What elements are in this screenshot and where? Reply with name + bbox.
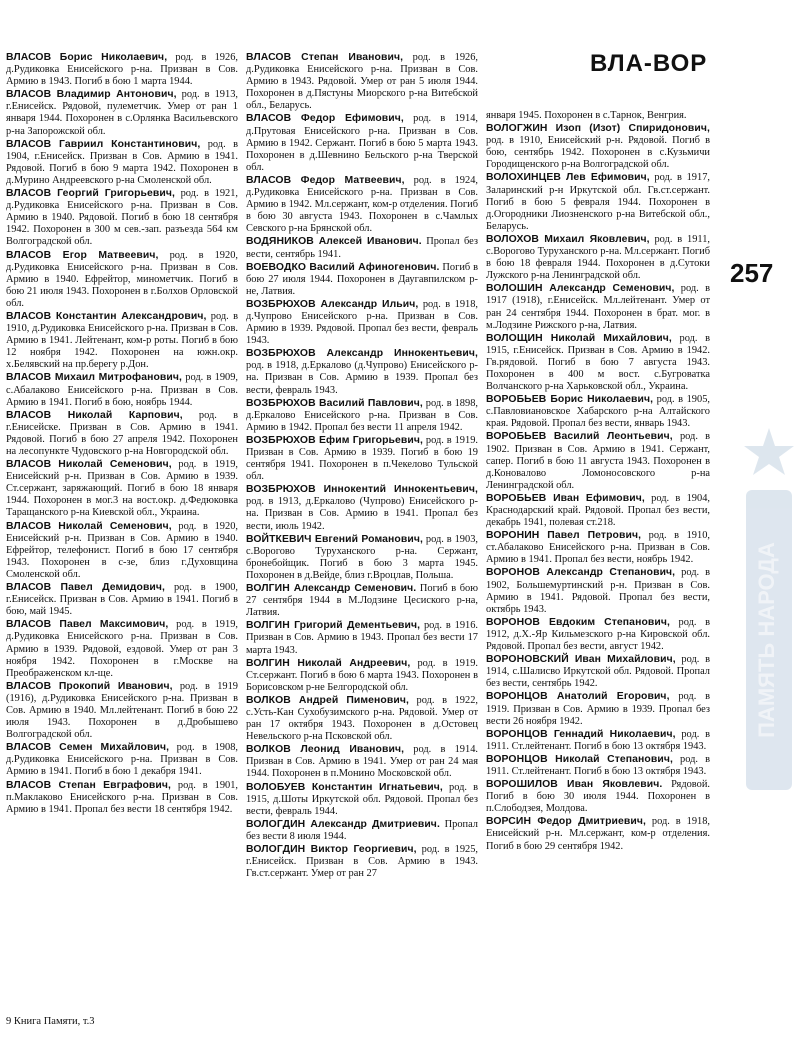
footer-text: 9 Книга Памяти, т.3: [6, 1016, 95, 1027]
entry-name: ВОРОНЦОВ Николай Степанович,: [486, 753, 673, 765]
entry-name: ВЛАСОВ Федор Матвеевич,: [246, 174, 405, 186]
memorial-entry: [246, 819, 478, 843]
entry-name: ВОЛОГДИН Александр Дмитриевич.: [246, 818, 440, 830]
memorial-entry: [246, 435, 478, 483]
entry-text: род. в 1915, д.Шоты Иркутской обл. Рядовой. Пропал без вести, февраль 1944.: [246, 781, 478, 817]
memorial-entry: [486, 493, 710, 529]
memorial-entry: [486, 110, 710, 122]
entry-name: ВОЛОГЖИН Изоп (Изот) Спиридонович,: [486, 123, 710, 135]
column-2: [246, 52, 478, 881]
entry-name: ВЛАСОВ Прокопий Иванович,: [6, 680, 173, 692]
entry-name: ВОЛОХИНЦЕВ Лев Ефимович,: [486, 172, 650, 184]
entry-name: ВЛАСОВ Константин Александрович,: [6, 310, 207, 322]
memorial-entry: [246, 236, 478, 260]
entry-name: ВЛАСОВ Гавриил Константинович,: [6, 138, 201, 150]
memorial-entry: [486, 530, 710, 566]
entry-text: род. в 1919, д.Рудиковка Енисейского р-на. Призван в Сов. Армию в 1939. Рядовой, ездовой. Умер от ран 3 ноября 1942. Похоронен в г.Москве на Преображенском кл-ще.: [6, 619, 238, 679]
entry-text: род. в 1911, с.Ворогово Туруханского р-на. Мл.сержант. Погиб в бою 18 февраля 1944. Похоронен в д.Сутоки Лужского р-на Ленинградской обл.: [486, 233, 710, 282]
column-3: [486, 110, 710, 854]
entry-text: род. в 1902, Большемуртинский р-н. Призван в Сов. Армию в 1941. Рядовой. Пропал без вести, октябрь 1943.: [486, 567, 710, 615]
entry-name: ВЛАСОВ Степан Евграфович,: [6, 779, 171, 791]
entry-name: ВЛАСОВ Михаил Митрофанович,: [6, 372, 182, 384]
entry-text: род. в 1926, д.Рудиковка Енисейского р-на. Призван в Сов. Армию в 1943. Погиб в бою 1 марта 1944.: [6, 52, 238, 88]
entry-name: ВЛАСОВ Федор Ефимович,: [246, 113, 404, 125]
memorial-entry: [246, 695, 478, 743]
memorial-entry: [246, 844, 478, 880]
memorial-entry: [486, 691, 710, 727]
entry-name: ВОЛГИН Николай Андреевич,: [246, 657, 411, 669]
entry-name: ВОЛОБУЕВ Константин Игнатьевич,: [246, 781, 443, 793]
entry-name: ВОЛГИН Григорий Дементьевич,: [246, 620, 421, 632]
memorial-entry: [486, 123, 710, 171]
entry-text: род. в 1917, Заларинский р-н Иркутской обл. Гв.ст.сержант. Погиб в бою 5 февраля 1944. Похоронен в д.Огородники Лиозненского р-на Витебской обл., Беларусь.: [486, 172, 710, 232]
entry-text: Пропал без вести 8 июля 1944.: [246, 818, 478, 842]
memorial-entry: [246, 620, 478, 656]
entry-name: ВОЛКОВ Андрей Пименович,: [246, 694, 409, 706]
entry-text: род. в 1909, с.Абалаково Енисейского р-на. Призван в Сов. Армию в 1941. Погиб в бою, ноябрь 1944.: [6, 372, 239, 408]
memorial-entry: [486, 283, 710, 331]
memorial-entry: [246, 113, 478, 173]
memorial-entry: [6, 89, 238, 137]
entry-text: Пропал без вести, сентябрь 1941.: [246, 236, 478, 260]
memorial-entry: [246, 348, 478, 396]
memorial-entry: [6, 619, 238, 679]
entry-name: ВЛАСОВ Николай Карпович,: [6, 409, 183, 421]
entry-name: ВОРОНОВСКИЙ Иван Михайлович,: [486, 654, 676, 666]
entry-name: ВЛАСОВ Егор Матвеевич,: [6, 249, 159, 261]
memorial-entry: [486, 617, 710, 653]
entry-name: ВОРСИН Федор Дмитриевич,: [486, 816, 646, 828]
memorial-entry: [486, 172, 710, 232]
entry-text: род. в 1918, д.Чупрово Енисейского р-на. Призван в Сов. Армию в 1939. Рядовой. Пропал без вести, февраль 1943.: [246, 298, 478, 347]
memorial-entry: [6, 521, 238, 581]
entry-text: род. в 1903, с.Ворогово Туруханского р-на. Сержант, бронебойщик. Погиб в бою 3 марта 1945. Похоронен в д.Вейде, близ г.Вроцлав, Польша.: [246, 533, 478, 581]
entry-text: род. в 1918, д.Еркалово (д.Чупрово) Енисейского р-на. Призван в Сов. Армию в 1939. Пропал без вести, февраль 1943.: [246, 360, 478, 396]
entry-text: род. в 1910, ст.Абалаково Енисейского р-на. Призван в Сов. Армию в 1941. Пропал без вести, ноябрь 1942.: [486, 530, 710, 566]
entry-text: род. в 1914, с.Шалисво Иркутской обл. Рядовой. Пропал без вести, сентябрь 1942.: [486, 654, 710, 690]
memorial-entry: [246, 52, 478, 112]
entry-text: род. в 1917 (1918), г.Енисейск. Мл.лейтенант. Умер от ран 24 сентября 1944. Похоронен в брат. мог. в м.Лодзине Рижского р-на, Латвия.: [486, 283, 710, 331]
entry-text: род. в 1908, д.Рудиковка Енисейского р-на. Призван в Сов. Армию в 1941. Погиб в бою 1 декабря 1941.: [6, 742, 238, 778]
memorial-entry: [6, 250, 238, 310]
entry-text: род. в 1910, Енисейский р-н. Рядовой. Погиб в бою, сентябрь 1942. Похоронен в с.Кузьмичи Городищенского р-на Волгоградской обл.: [486, 135, 710, 171]
memorial-entry: [6, 742, 238, 778]
entry-name: ВОРОШИЛОВ Иван Яковлевич.: [486, 779, 663, 791]
memorial-entry: [486, 431, 710, 491]
entry-text: род. в 1926, д.Рудиковка Енисейского р-на. Призван в Сов. Армию в 1943. Рядовой. Умер от ран 5 июля 1944. Похоронен в д.Пястуны Миорского р-на Витебской обл., Беларусь.: [246, 52, 479, 112]
entry-name: ВЛАСОВ Борис Николаевич,: [6, 52, 168, 63]
entry-name: ВОЛКОВ Леонид Иванович,: [246, 744, 405, 756]
entry-text: род. в 1900, г.Енисейск. Призван в Сов. Армию в 1941. Погиб в бою, май 1945.: [6, 582, 238, 618]
memorial-entry: [486, 729, 710, 753]
entry-name: ВОРОНИН Павел Петрович,: [486, 530, 642, 542]
entry-text: род. в 1904, г.Енисейск. Призван в Сов. Армию в 1941. Рядовой. Погиб в бою 9 марта 1942. Похоронен в д.Мурино Андреевского р-на Смоленской обл.: [6, 138, 238, 186]
entry-name: ВЛАСОВ Степан Иванович,: [246, 52, 404, 63]
running-head: ВЛА-ВОР: [590, 50, 708, 77]
memorial-entry: [6, 188, 238, 248]
entry-text: род. в 1920, д.Рудиковка Енисейского р-на. Призван в Сов. Армию в 1940. Ефрейтор, минометчик. Погиб в бою 21 июля 1943. Похоронен в г.Болхов Орловской обл.: [6, 249, 238, 309]
entry-text: род. в 1915, г.Енисейск. Призван в Сов. Армию в 1942. Гв.рядовой. Погиб в бою 7 августа 1943. Похоронен в 400 м вост. с.Бугроватка Волчанского р-на Харьковской обл., Украина.: [486, 332, 711, 393]
entry-name: ВЛАСОВ Николай Семенович,: [6, 520, 172, 532]
memorial-entry: [486, 234, 710, 282]
entry-text: род. в 1905, с.Павловиановское Хабарского р-на Алтайского края. Рядовой. Пропал без вести, январь 1943.: [486, 394, 710, 430]
entry-name: ВОЗБРЮХОВ Александр Иннокентьевич,: [246, 348, 478, 360]
entry-text: род. в 1914, д.Прутовая Енисейского р-на. Призван в Сов. Армию в 1942. Сержант. Погиб в бою 5 марта 1943. Похоронен в д.Шевнино Бельского р-на Тверской обл.: [246, 113, 478, 173]
memorial-entry: [486, 333, 710, 393]
entry-text: род. в 1913, д.Еркалово (Чупрово) Енисейского р-на. Призван в Сов. Армию в 1941. Пропал без вести, июль 1942.: [246, 496, 478, 532]
entry-name: ВОЗБРЮХОВ Иннокентий Иннокентьевич,: [246, 484, 478, 496]
entry-name: ВЛАСОВ Павел Максимович,: [6, 619, 169, 631]
memorial-entry: [246, 262, 478, 298]
entry-name: ВОЛОХОВ Михаил Яковлевич,: [486, 233, 650, 245]
memorial-entry: [486, 394, 710, 430]
entry-text: род. в 1921, д.Рудиковка Енисейского р-на. Призван в Сов. Армию в 1940. Рядовой. Погиб в бою 18 сентября 1942. Похоронен в 300 м сев.-зап. разъезда 564 км Волгоградской обл.: [6, 188, 239, 248]
memorial-entry: [486, 816, 710, 852]
memorial-entry: [6, 311, 238, 371]
entry-text: род. в 1898, д.Еркалово Енисейского р-на. Призван в Сов. Армию в 1942. Пропал без вести 11 апреля 1942.: [246, 397, 478, 433]
memorial-entry: [246, 484, 478, 532]
memorial-entry: [6, 681, 238, 741]
memorial-entry: [486, 779, 710, 815]
entry-name: ВОЙТКЕВИЧ Евгений Романович,: [246, 533, 423, 545]
entry-text: род. в 1910, д.Рудиковка Енисейского р-на. Призван в Сов. Армию в 1941. Лейтенант, ком-р роты. Погиб в бою 12 ноября 1942. Похоронен на южн.окр. х.Белявский на пр.берегу р.Дон.: [6, 310, 238, 371]
entry-name: ВЛАСОВ Владимир Антонович,: [6, 89, 177, 101]
entry-text: род. в 1924, д.Рудиковка Енисейского р-на. Призван в Сов. Армию в 1942. Мл.сержант, ком-р отделения. Погиб в бою 30 августа 1943. Похоронен в с.Чамлых Севского р-на Брянской обл.: [246, 174, 478, 235]
entry-name: ВЛАСОВ Николай Семенович,: [6, 459, 172, 471]
memorial-entry: [6, 410, 238, 458]
memorial-entry: [486, 654, 710, 690]
entry-name: ВОРОБЬЕВ Василий Леонтьевич,: [486, 431, 673, 443]
memorial-entry: [246, 658, 478, 694]
entry-text: род. в 1902. Призван в Сов. Армию в 1941. Сержант, сапер. Погиб в бою 11 августа 1943. Похоронен в д.Коновалово Ломоносовского р-на Ленинградской обл.: [486, 431, 710, 491]
entry-name: ВОРОНОВ Евдоким Степанович,: [486, 616, 670, 628]
entry-text: род. в 1925, г.Енисейск. Призван в Сов. Армию в 1943. Гв.ст.сержант. Умер от ран 27: [246, 844, 478, 880]
memorial-entry: [246, 534, 478, 582]
entry-text: род. в 1912, д.Х.-Яр Кильмезского р-на Кировской обл. Рядовой. Пропал без вести, август 1942.: [486, 616, 710, 653]
entry-name: ВОЛОЩИН Николай Михайлович,: [486, 332, 672, 344]
entry-text: род. в 1913, г.Енисейск. Рядовой, пулеметчик. Умер от ран 1 января 1944. Похоронен в с.Орлянка Васильевского р-на Запорожской обл.: [6, 89, 238, 137]
entry-text: января 1945. Похоронен в с.Тарнок, Венгрия.: [486, 110, 687, 121]
memorial-entry: [246, 299, 478, 347]
memorial-entry: [6, 780, 238, 816]
entry-name: ВОРОБЬЕВ Иван Ефимович,: [486, 492, 645, 504]
entry-name: ВОЛГИН Александр Семенович.: [246, 583, 417, 595]
watermark-icon: [738, 420, 800, 800]
entry-name: ВОЗБРЮХОВ Василий Павлович,: [246, 397, 423, 409]
entry-name: ВОЗБРЮХОВ Александр Ильич,: [246, 298, 419, 310]
entry-name: ВОРОНЦОВ Анатолий Егорович,: [486, 691, 670, 703]
entry-text: род. в 1919 (1916), д.Рудиковка Енисейского р-на. Призван в Сов. Армию в 1940. Мл.лейтенант. Погиб в бою 22 июля 1943. Похоронен в д.Дробышево Волгоградской обл.: [6, 680, 238, 741]
entry-text: род. в г.Енисейске. Призван в Сов. Армию в 1941. Рядовой. Погиб в бою 27 апреля 1942. Похоронен на лесопункте Чудовского р-на Новгородской обл.: [6, 409, 238, 457]
entry-name: ВОЕВОДКО Василий Афиногенович.: [246, 261, 440, 273]
entry-name: ВОДЯНИКОВ Алексей Иванович.: [246, 236, 422, 248]
memorial-entry: [486, 567, 710, 615]
entry-name: ВЛАСОВ Семен Михайлович,: [6, 742, 170, 754]
page-number: 257: [730, 258, 774, 288]
entry-text: род. в 1919. Ст.сержант. Погиб в бою 6 марта 1943. Похоронен в Борисовском р-не Белгородской обл.: [246, 657, 478, 693]
entry-text: род. в 1901, п.Маклаково Енисейского р-на. Призван в Сов. Армию в 1941. Пропал без вести 18 сентября 1942.: [6, 779, 239, 815]
entry-text: род. в 1904, Краснодарский край. Рядовой. Пропал без вести, декабрь 1941, полевая ст.218.: [486, 492, 710, 529]
entry-name: ВОРОБЬЕВ Борис Николаевич,: [486, 394, 654, 406]
entry-name: ВОЛОШИН Александр Семенович,: [486, 283, 675, 295]
memorial-entry: [6, 459, 238, 519]
memorial-entry: [246, 175, 478, 235]
memorial-entry: [246, 782, 478, 818]
column-1: [6, 52, 238, 817]
entry-text: Погиб в бою 27 июля 1944. Похоронен в Даугавпилском р-не, Латвия.: [246, 261, 478, 297]
memorial-entry: [486, 754, 710, 778]
entry-text: род. в 1916. Призван в Сов. Армию в 1943. Пропал без вести 17 марта 1943.: [246, 620, 478, 656]
entry-text: род. в 1914. Призван в Сов. Армию в 1941. Умер от ран 24 мая 1944. Похоронен в п.Монино Московской обл.: [246, 744, 478, 780]
entry-name: ВОЛОГДИН Виктор Георгиевич,: [246, 844, 417, 855]
svg-text:ПАМЯТЬ НАРОДА: ПАМЯТЬ НАРОДА: [754, 542, 779, 738]
entry-text: род. в 1919. Призван в Сов. Армию в 1939. Погиб в бою 19 сентября 1941. Похоронен в п.Чекелово Тульской обл.: [246, 434, 478, 483]
entry-name: ВЛАСОВ Павел Демидович,: [6, 582, 166, 594]
entry-name: ВЛАСОВ Георгий Григорьевич,: [6, 188, 175, 200]
entry-text: род. в 1918, Енисейский р-н. Мл.сержант, ком-р отделения. Погиб в бою 29 сентября 1942.: [486, 816, 711, 852]
memorial-entry: [246, 583, 478, 619]
memorial-entry: [6, 582, 238, 618]
entry-text: род. в 1919, Енисейский р-н. Призван в Сов. Армию в 1939. Ст.сержант, заряжающий. Погиб в бою 18 января 1944. Похоронен в мог.3 на вост.окр. д.Федюковка Таращанского р-на Киевской обл., Украина.: [6, 459, 238, 519]
memorial-entry: [246, 744, 478, 780]
entry-name: ВОЗБРЮХОВ Ефим Григорьевич,: [246, 434, 423, 446]
memorial-entry: [6, 52, 238, 88]
entry-text: Погиб в бою 27 сентября 1944 в М.Лодзине Цесиского р-на, Латвия.: [246, 583, 478, 619]
memorial-entry: [6, 139, 238, 187]
entry-text: род. в 1920, Енисейский р-н. Призван в Сов. Армию в 1940. Ефрейтор, телефонист. Погиб в бою 17 сентября 1943. Похоронен в с-зе, близ г.Духовщина Смоленской обл.: [6, 520, 238, 580]
memorial-entry: [6, 372, 238, 408]
entry-name: ВОРОНЦОВ Геннадий Николаевич,: [486, 728, 676, 740]
entry-name: ВОРОНОВ Александр Степанович,: [486, 567, 676, 579]
entry-text: род. в 1911. Ст.лейтенант. Погиб в бою 13 октября 1943.: [486, 728, 710, 752]
entry-text: Рядовой. Погиб в бою 30 июля 1944. Похоронен в п.Слободзея, Молдова.: [486, 779, 710, 815]
memorial-entry: [246, 398, 478, 434]
entry-text: род. в 1919. Призван в Сов. Армию в 1939. Пропал без вести 26 ноября 1942.: [486, 691, 711, 727]
entry-text: род. в 1922, с.Усть-Кан Сухобузимского р-на. Рядовой. Умер от ран 17 октября 1943. Похоронен в д.Остовец Невельского р-на Псковской обл.: [246, 694, 478, 743]
entry-text: род. в 1911. Ст.лейтенант. Погиб в бою 13 октября 1943.: [486, 753, 710, 777]
